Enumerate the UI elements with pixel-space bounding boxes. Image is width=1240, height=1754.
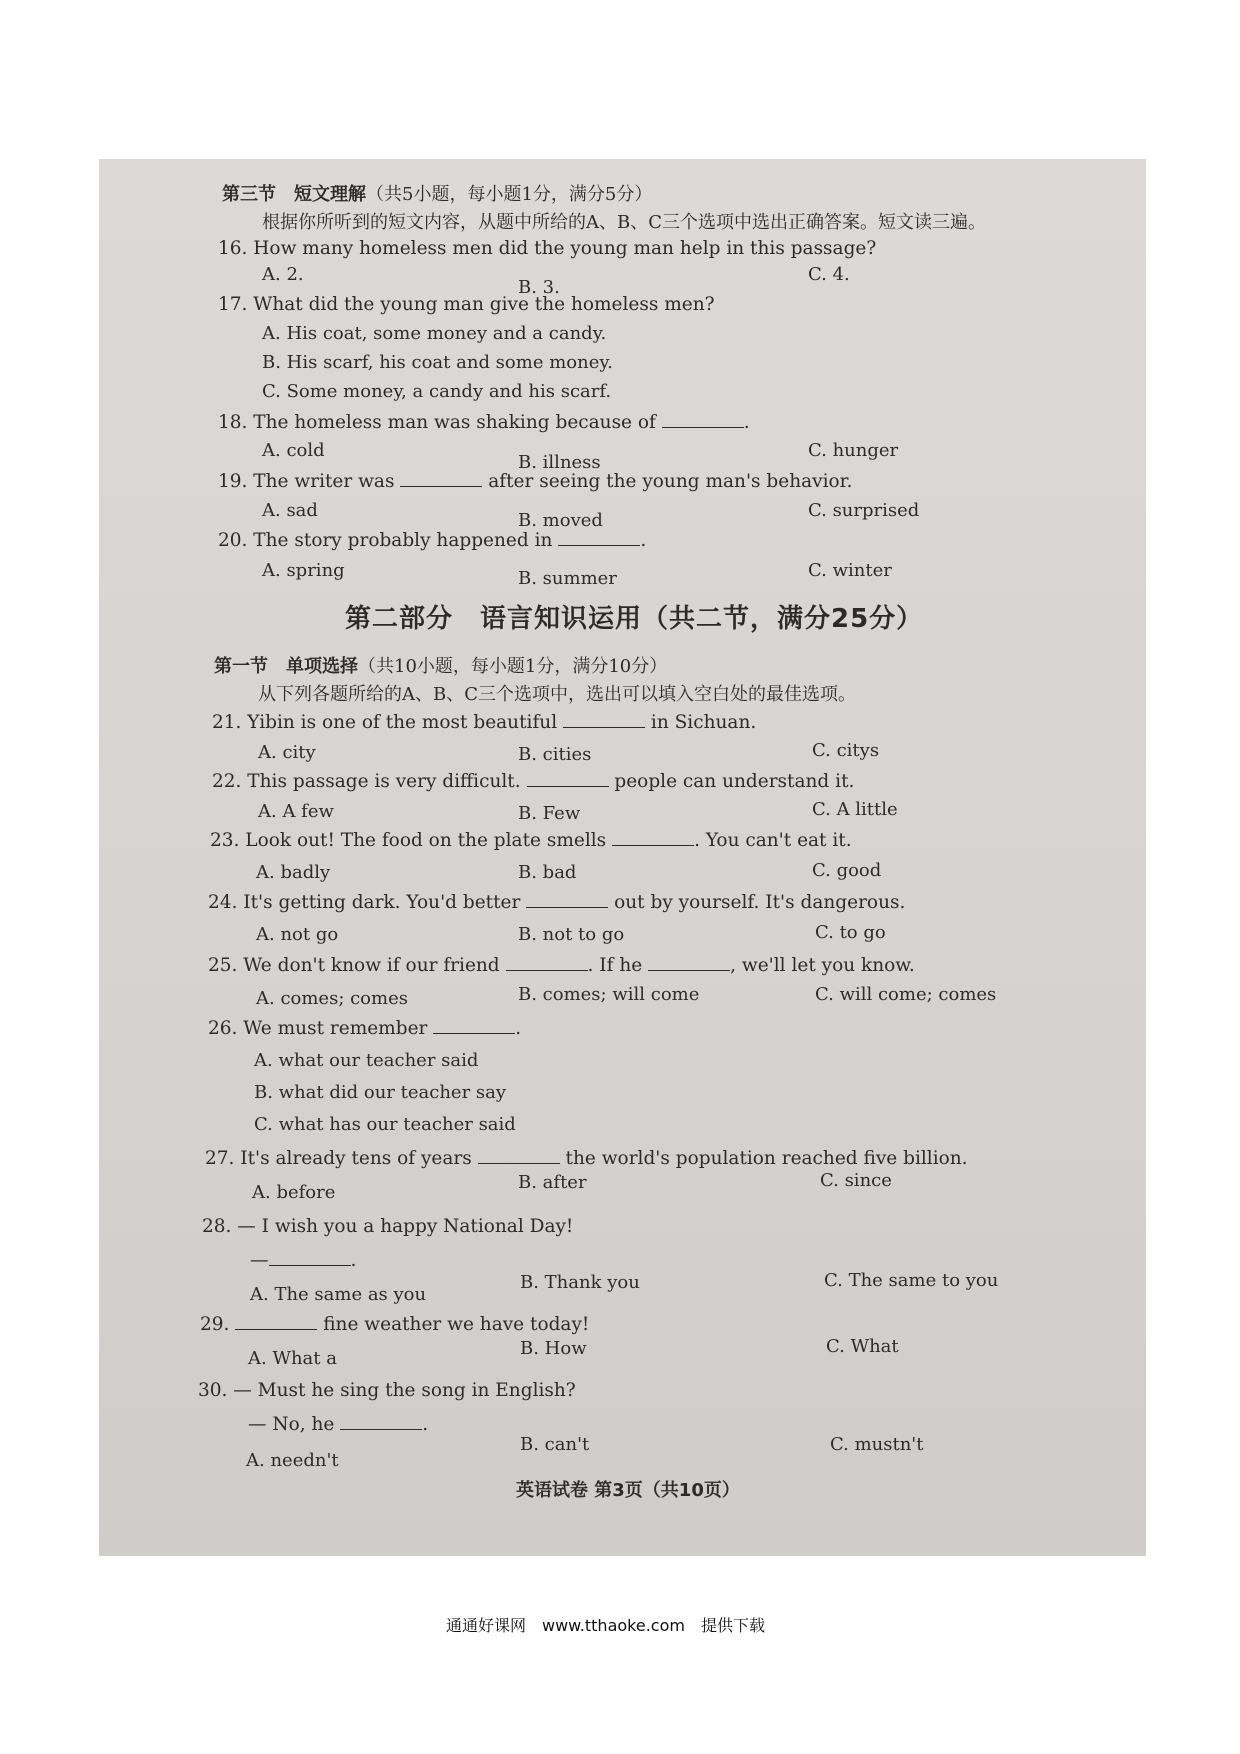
q17-option-a: A. His coat, some money and a candy. bbox=[262, 323, 607, 344]
q28-period: . bbox=[350, 1250, 357, 1271]
section1-title: 第一节 单项选择 bbox=[214, 656, 358, 677]
q18-stem-pre: 18. The homeless man was shaking because of bbox=[218, 412, 656, 433]
q20-option-c: C. winter bbox=[808, 560, 892, 581]
q21-option-a: A. city bbox=[258, 742, 316, 763]
q20-option-b: B. summer bbox=[518, 568, 617, 589]
scanned-exam-photo bbox=[99, 159, 1146, 1556]
q21-stem-post: in Sichuan. bbox=[650, 712, 757, 733]
q18-option-a: A. cold bbox=[262, 440, 325, 461]
q23-option-b: B. bad bbox=[518, 862, 577, 883]
q22-blank bbox=[527, 772, 609, 787]
q28-blank bbox=[269, 1251, 351, 1266]
q23-option-c: C. good bbox=[812, 860, 882, 881]
q19-stem-post: after seeing the young man's behavior. bbox=[488, 471, 853, 492]
q25-blank-2 bbox=[648, 956, 730, 971]
section3-note: （共5小题，每小题1分，满分5分） bbox=[366, 184, 653, 205]
q26-blank bbox=[433, 1019, 515, 1034]
q25-stem-pre: 25. We don't know if our friend bbox=[208, 955, 500, 976]
q25-stem-mid: . If he bbox=[587, 955, 643, 976]
q29-option-a: A. What a bbox=[248, 1348, 337, 1369]
q21-blank bbox=[563, 713, 645, 728]
q29-option-c: C. What bbox=[826, 1336, 899, 1357]
q22-option-a: A. A few bbox=[258, 801, 334, 822]
q19-option-c: C. surprised bbox=[808, 500, 920, 521]
q27-stem bbox=[205, 1148, 968, 1169]
section3-title: 第三节 短文理解 bbox=[222, 184, 366, 205]
q29-blank bbox=[235, 1315, 317, 1330]
q24-option-b: B. not to go bbox=[518, 924, 625, 945]
exam-page-footer: 英语试卷 第3页（共10页） bbox=[516, 1480, 740, 1501]
q29-stem bbox=[200, 1314, 589, 1335]
q22-stem-pre: 22. This passage is very difficult. bbox=[212, 771, 521, 792]
q16-option-c: C. 4. bbox=[808, 264, 850, 285]
q26-option-a: A. what our teacher said bbox=[254, 1050, 479, 1071]
q30-reply-pre: — No, he bbox=[248, 1414, 335, 1435]
q30-period: . bbox=[422, 1414, 429, 1435]
q28-stem: 28. — I wish you a happy National Day! bbox=[202, 1216, 574, 1237]
q23-blank bbox=[612, 831, 694, 846]
q28-option-a: A. The same as you bbox=[250, 1284, 427, 1305]
q22-option-c: C. A little bbox=[812, 799, 898, 820]
section3-heading bbox=[222, 180, 652, 206]
q18-option-b: B. illness bbox=[518, 452, 601, 473]
q23-stem-post: . You can't eat it. bbox=[694, 830, 852, 851]
q30-blank bbox=[340, 1415, 422, 1430]
q25-option-b: B. comes; will come bbox=[518, 984, 700, 1005]
q19-option-a: A. sad bbox=[262, 500, 318, 521]
q22-stem bbox=[212, 771, 854, 792]
q25-option-a: A. comes; comes bbox=[256, 988, 408, 1009]
q26-option-b: B. what did our teacher say bbox=[254, 1082, 507, 1103]
q29-number: 29. bbox=[200, 1314, 230, 1335]
q29-stem-post: fine weather we have today! bbox=[323, 1314, 590, 1335]
q20-blank bbox=[558, 531, 640, 546]
q25-option-c: C. will come; comes bbox=[815, 984, 997, 1005]
q16-option-a: A. 2. bbox=[262, 264, 304, 285]
q23-stem bbox=[210, 830, 852, 851]
q18-option-c: C. hunger bbox=[808, 440, 899, 461]
q25-stem-post: , we'll let you know. bbox=[730, 955, 915, 976]
q24-option-a: A. not go bbox=[256, 924, 339, 945]
q20-stem-pre: 20. The story probably happened in bbox=[218, 530, 553, 551]
q26-option-c: C. what has our teacher said bbox=[254, 1114, 516, 1135]
q27-stem-post: the world's population reached five billion. bbox=[565, 1148, 968, 1169]
q21-stem-pre: 21. Yibin is one of the most beautiful bbox=[212, 712, 558, 733]
site-footer: 通通好课网 www.tthaoke.com 提供下载 bbox=[446, 1616, 765, 1635]
q24-blank bbox=[526, 893, 608, 908]
q20-option-a: A. spring bbox=[262, 560, 345, 581]
q27-stem-pre: 27. It's already tens of years bbox=[205, 1148, 472, 1169]
q19-blank bbox=[400, 472, 482, 487]
q22-stem-post: people can understand it. bbox=[614, 771, 855, 792]
q30-option-a: A. needn't bbox=[246, 1450, 339, 1471]
section1-instruction: 从下列各题所给的A、B、C三个选项中，选出可以填入空白处的最佳选项。 bbox=[258, 684, 856, 705]
q30-option-c: C. mustn't bbox=[830, 1434, 924, 1455]
q20-stem-post: . bbox=[640, 530, 647, 551]
q28-response bbox=[250, 1250, 356, 1271]
q22-option-b: B. Few bbox=[518, 803, 581, 824]
q27-blank bbox=[478, 1149, 560, 1164]
q21-option-b: B. cities bbox=[518, 744, 592, 765]
q17-stem: 17. What did the young man give the homeless men? bbox=[218, 294, 715, 315]
q16-stem: 16. How many homeless men did the young man help in this passage? bbox=[218, 238, 877, 259]
q18-stem bbox=[218, 412, 750, 433]
q27-option-c: C. since bbox=[820, 1170, 892, 1191]
q24-option-c: C. to go bbox=[815, 922, 886, 943]
q26-stem bbox=[208, 1018, 521, 1039]
q25-blank-1 bbox=[506, 956, 588, 971]
q29-option-b: B. How bbox=[520, 1338, 587, 1359]
q20-stem bbox=[218, 530, 646, 551]
q28-option-c: C. The same to you bbox=[824, 1270, 999, 1291]
q30-stem: 30. — Must he sing the song in English? bbox=[198, 1380, 576, 1401]
section1-heading bbox=[214, 652, 667, 678]
q24-stem-post: out by yourself. It's dangerous. bbox=[614, 892, 906, 913]
part2-title: 第二部分 语言知识运用（共二节，满分25分） bbox=[345, 604, 924, 634]
q28-dash: — bbox=[250, 1250, 269, 1271]
q23-stem-pre: 23. Look out! The food on the plate smells bbox=[210, 830, 607, 851]
q28-option-b: B. Thank you bbox=[520, 1272, 640, 1293]
q26-stem-post: . bbox=[515, 1018, 522, 1039]
q21-option-c: C. citys bbox=[812, 740, 880, 761]
q19-option-b: B. moved bbox=[518, 510, 603, 531]
q17-option-c: C. Some money, a candy and his scarf. bbox=[262, 381, 612, 402]
q21-stem bbox=[212, 712, 756, 733]
q18-blank bbox=[662, 413, 744, 428]
q24-stem bbox=[208, 892, 905, 913]
q17-option-b: B. His scarf, his coat and some money. bbox=[262, 352, 613, 373]
q16-option-b: B. 3. bbox=[518, 277, 560, 298]
q26-stem-pre: 26. We must remember bbox=[208, 1018, 428, 1039]
q24-stem-pre: 24. It's getting dark. You'd better bbox=[208, 892, 521, 913]
section1-note: （共10小题，每小题1分，满分10分） bbox=[358, 656, 668, 677]
q23-option-a: A. badly bbox=[256, 862, 331, 883]
q30-response bbox=[248, 1414, 428, 1435]
q19-stem bbox=[218, 471, 852, 492]
q27-option-a: A. before bbox=[252, 1182, 336, 1203]
q19-stem-pre: 19. The writer was bbox=[218, 471, 395, 492]
q30-option-b: B. can't bbox=[520, 1434, 590, 1455]
section3-instruction: 根据你所听到的短文内容，从题中所给的A、B、C三个选项中选出正确答案。短文读三遍。 bbox=[262, 212, 986, 233]
q18-stem-post: . bbox=[743, 412, 750, 433]
q25-stem bbox=[208, 955, 915, 976]
q27-option-b: B. after bbox=[518, 1172, 587, 1193]
